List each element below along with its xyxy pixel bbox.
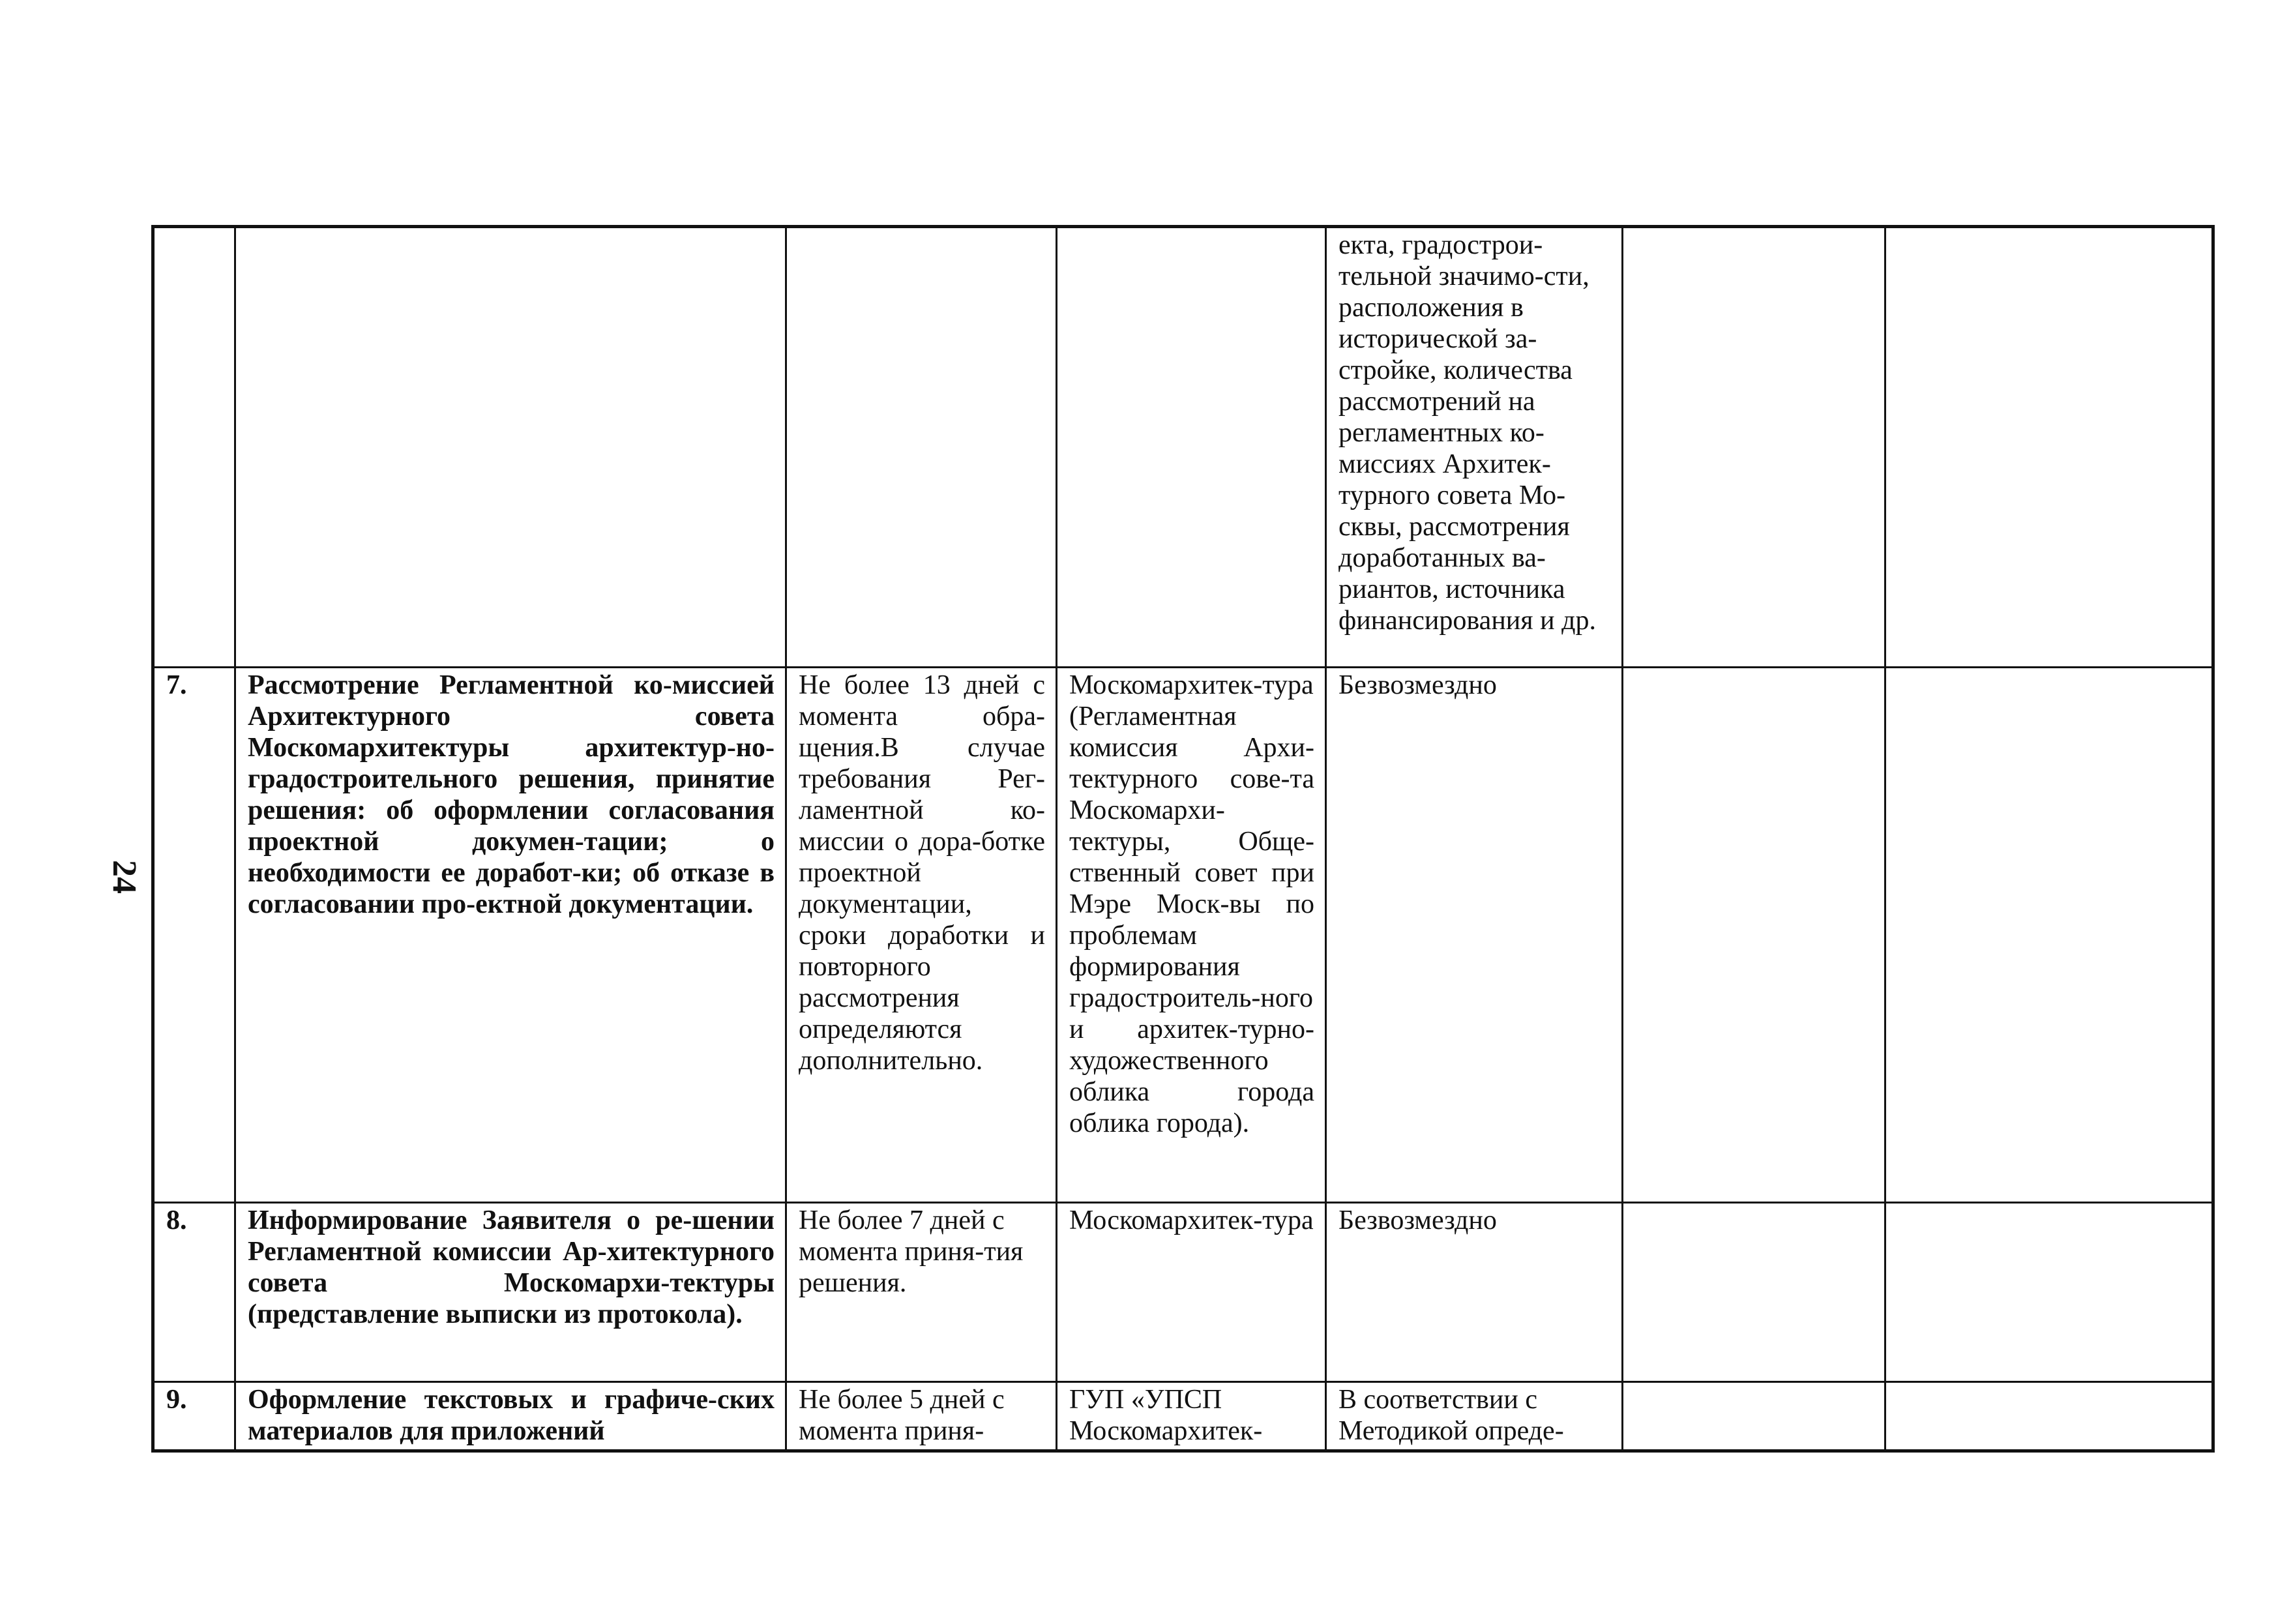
empty-cell [1885, 1382, 2213, 1451]
action-text: Оформление текстовых и графиче-ских материалов для приложений [235, 1382, 786, 1451]
empty-cell [1885, 227, 2213, 668]
empty-cell [1885, 1203, 2213, 1382]
fee-text: екта, градострои-тельной значимо-сти, расположения в исторической за-стройке, количества рассмотрений на регламентных ко-миссиях Архитек-турного совета Мо-сквы, рассмотрения доработанных ва-риантов, источника финансирования и др. [1338, 230, 1596, 636]
row-number: 9. [153, 1382, 235, 1451]
fee-cell [1326, 227, 1623, 668]
deadline-text: Не более 13 дней с момента обра-щения.В случае требования Рег-ламентной ко-миссии о дора-ботке проектной документации, сроки доработки и повторного рассмотрения определяются дополнительно. [786, 668, 1057, 1203]
row-number: 8. [153, 1203, 235, 1382]
empty-cell [1623, 1203, 1885, 1382]
empty-cell [1623, 227, 1885, 668]
empty-cell [1623, 1382, 1885, 1451]
deadline-text: Не более 5 дней с момента приня- [786, 1382, 1057, 1451]
action-cell [235, 227, 786, 668]
empty-cell [1623, 668, 1885, 1203]
row-number: 7. [153, 668, 235, 1203]
fee-text: Безвозмездно [1326, 668, 1623, 1203]
fee-text: Безвозмездно [1326, 1203, 1623, 1382]
action-text: Рассмотрение Регламентной ко-миссией Архитектурного совета Москомархитектуры архитектур-но-градостроительного решения, принятие решения: об оформлении согласования проектной докумен-тации; о необходимости ее доработ-ки; об отказе в согласовании про-ектной документации. [235, 668, 786, 1203]
table-row [153, 668, 2213, 1203]
empty-cell [1885, 668, 2213, 1203]
deadline-text: Не более 7 дней с момента приня-тия решения. [786, 1203, 1057, 1382]
fee-text: В соответствии с Методикой опреде- [1326, 1382, 1623, 1451]
table-row [153, 1203, 2213, 1382]
number-cell [153, 227, 235, 668]
executor-text: ГУП «УПСП Москомархитек- [1057, 1382, 1326, 1451]
page-number: 24 [106, 860, 143, 894]
table-row-continuation [153, 227, 2213, 668]
table-row [153, 1382, 2213, 1451]
procedure-table [151, 225, 2215, 1453]
executor-cell [1057, 227, 1326, 668]
executor-text: Москомархитек-тура [1057, 1203, 1326, 1382]
deadline-cell [786, 227, 1057, 668]
action-text: Информирование Заявителя о ре-шении Регламентной комиссии Ар-хитектурного совета Москомархи-тектуры (представление выписки из протокола). [235, 1203, 786, 1382]
executor-text: Москомархитек-тура (Регламентная комиссия Архи-тектурного сове-та Москомархи-тектуры, Обще-ственный совет при Мэре Моск-вы по проблемам формирования градостроитель-ного и архитек-турно-художественного облика города облика города). [1057, 668, 1326, 1203]
